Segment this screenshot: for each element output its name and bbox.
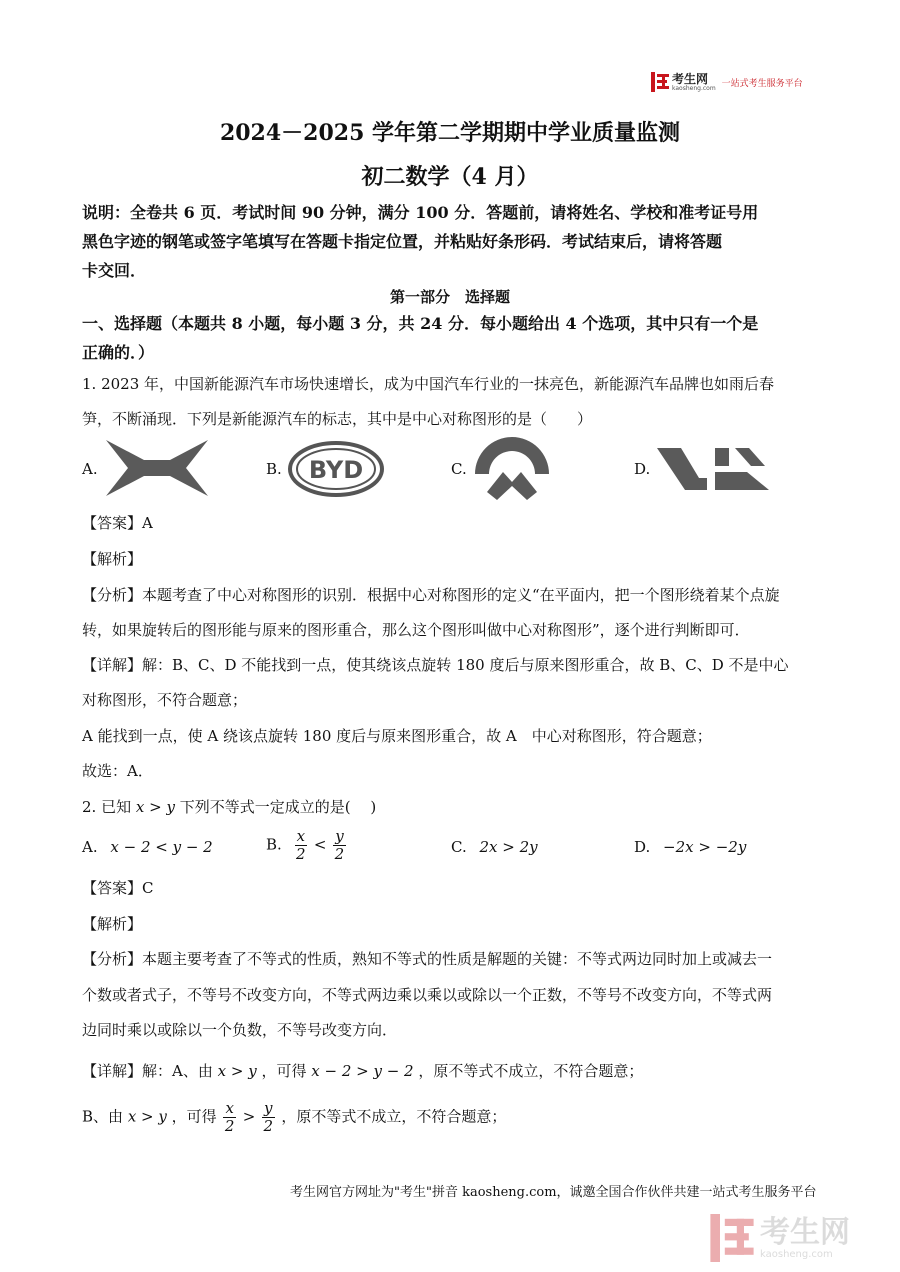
frac-denominator: 2 <box>263 1117 274 1135</box>
q2-detail-b-op: > <box>242 1107 256 1126</box>
q2-option-b-frac-left <box>295 828 307 863</box>
q1-option-d-label: D. <box>634 460 651 478</box>
lixiang-logo-icon <box>655 446 771 492</box>
q1-answer: 【答案】A <box>82 514 153 532</box>
q2-answer: 【答案】C <box>82 879 154 897</box>
watermark-logo-icon <box>710 1214 754 1262</box>
q2-detail-a-expr: x − 2 > y − 2 <box>311 1062 414 1080</box>
kaosheng-logo-icon <box>651 72 669 92</box>
instruction-line: 卡交回． <box>82 261 147 280</box>
section-heading <box>82 309 822 367</box>
page-footer: 考生网官方网址为"考生"拼音 kaosheng.com，诚邀全国合作伙伴共建一站式考生服务平台 <box>290 1185 817 1200</box>
q2-stem-pre: 2. 已知 <box>82 798 132 816</box>
q2-option-c-expr: 2x > 2y <box>479 838 538 856</box>
q2-option-b-op: < <box>313 835 327 854</box>
exam-title: 2024－2025 学年第二学期期中学业质量监测 <box>219 120 681 146</box>
q2-detail-b-pre: B、由 <box>82 1107 124 1126</box>
q2-analysis-line: 个数或者式子，不等号不改变方向，不等式两边乘以乘以或除以一个正数，不等号不改变方向，不等式两 <box>82 986 773 1004</box>
q2-option-a <box>82 837 252 857</box>
q2-option-b-frac-right <box>333 828 345 863</box>
frac-denominator: 2 <box>296 845 306 863</box>
brand-name <box>672 73 716 92</box>
q2-detail-a-post: ，原不等式不成立，不符合题意； <box>418 1062 644 1080</box>
part-title: 第一部分 选择题 <box>389 288 510 306</box>
watermark-cn: 考生网 <box>760 1214 850 1250</box>
watermark <box>710 1214 850 1262</box>
q1-detail-line: 故选：A． <box>82 762 153 780</box>
frac-numerator: x <box>225 1099 234 1117</box>
frac-numerator: y <box>264 1099 273 1117</box>
watermark-en: kaosheng.com <box>760 1248 833 1260</box>
q1-option-b-label: B. <box>266 460 282 478</box>
byd-logo-text: BYD <box>308 456 364 484</box>
q2-detail-a-mid: ，可得 <box>261 1062 307 1080</box>
section-line: 一、选择题（本题共 8 小题，每小题 3 分，共 24 分．每小题给出 4 个选项，其中只有一个是 <box>82 314 759 333</box>
byd-logo-icon <box>288 441 384 497</box>
q1-option-a-label: A. <box>82 460 98 478</box>
q1-detail-line: 【详解】解：B、C、D 不能找到一点，使其绕该点旋转 180 度后与原来图形重合，故 B、C、D 不是中心 <box>82 656 789 674</box>
q2-option-c <box>451 837 611 857</box>
frac-numerator: y <box>335 827 344 845</box>
q2-analysis-line: 边同时乘以或除以一个负数，不等号改变方向． <box>82 1021 398 1039</box>
q2-stem-post: 下列不等式一定成立的是( ) <box>179 798 377 816</box>
q2-stem-condition: x > y <box>135 798 175 816</box>
q1-analysis-line: 转，如果旋转后的图形能与原来的图形重合，那么这个图形叫做中心对称图形”，逐个进行判断即可． <box>82 621 750 639</box>
section-line: 正确的．） <box>82 343 155 362</box>
q2-option-b-label: B. <box>266 835 282 854</box>
q1-stem-line: 笋，不断涌现．下列是新能源汽车的标志，其中是中心对称图形的是（ ） <box>82 410 593 428</box>
header-logo[interactable] <box>651 72 803 92</box>
q1-option-c-label: C. <box>451 460 467 478</box>
q2-option-a-expr: x − 2 < y − 2 <box>110 838 213 856</box>
q2-detail-b <box>82 1100 822 1135</box>
q1-stem-line: 1. 2023 年，中国新能源汽车市场快速增长，成为中国汽车行业的一抹亮色，新能源汽车品牌也如雨后春 <box>82 375 775 393</box>
q2-jiexi: 【解析】 <box>82 915 143 933</box>
exam-subtitle: 初二数学（4 月） <box>361 164 539 190</box>
q2-option-a-label: A. <box>82 838 98 856</box>
q2-option-d <box>634 837 804 857</box>
q1-detail-line: A 能找到一点，使 A 绕该点旋转 180 度后与原来图形重合，故 A 中心对称图形，符合题意； <box>82 727 712 745</box>
q1-detail-line: 对称图形，不符合题意； <box>82 691 248 709</box>
xpeng-logo-icon <box>104 438 210 498</box>
brand-cn: 考生网 <box>672 71 709 86</box>
q2-detail-b-cond: x > y <box>127 1107 167 1126</box>
q2-analysis-line: 【分析】本题主要考查了不等式的性质，熟知不等式的性质是解题的关键：不等式两边同时加上或减去一 <box>82 950 773 968</box>
instruction-line: 说明：全卷共 6 页．考试时间 90 分钟，满分 100 分．答题前，请将姓名、学校和准考证号用 <box>82 203 759 222</box>
nio-logo-icon <box>473 434 551 504</box>
q2-detail-b-post: ，原不等式不成立，不符合题意； <box>281 1107 507 1126</box>
q2-detail-b-frac-left <box>223 1100 235 1135</box>
q2-option-c-label: C. <box>451 838 467 856</box>
q2-detail-a <box>82 1061 822 1081</box>
brand-slogan: 一站式考生服务平台 <box>721 78 803 89</box>
q2-detail-a-pre: 【详解】解：A、由 <box>82 1062 213 1080</box>
q2-detail-a-cond: x > y <box>217 1062 257 1080</box>
q1-analysis-line: 【分析】本题考查了中心对称图形的识别．根据中心对称图形的定义“在平面内，把一个图形绕着某个点旋 <box>82 586 780 604</box>
brand-en: kaosheng.com <box>672 84 716 92</box>
q2-option-b <box>266 828 426 863</box>
q2-option-d-expr: −2x > −2y <box>663 838 747 856</box>
frac-denominator: 2 <box>224 1117 235 1135</box>
q2-detail-b-frac-right <box>262 1100 274 1135</box>
q2-stem <box>82 797 822 817</box>
instruction-line: 黑色字迹的钢笔或签字笔填写在答题卡指定位置，并粘贴好条形码．考试结束后，请将答题 <box>82 232 723 251</box>
q2-option-d-label: D. <box>634 838 651 856</box>
frac-numerator: x <box>296 827 306 845</box>
instructions <box>82 198 822 285</box>
q2-detail-b-mid: ，可得 <box>171 1107 217 1126</box>
frac-denominator: 2 <box>334 845 345 863</box>
q1-jiexi: 【解析】 <box>82 550 143 568</box>
